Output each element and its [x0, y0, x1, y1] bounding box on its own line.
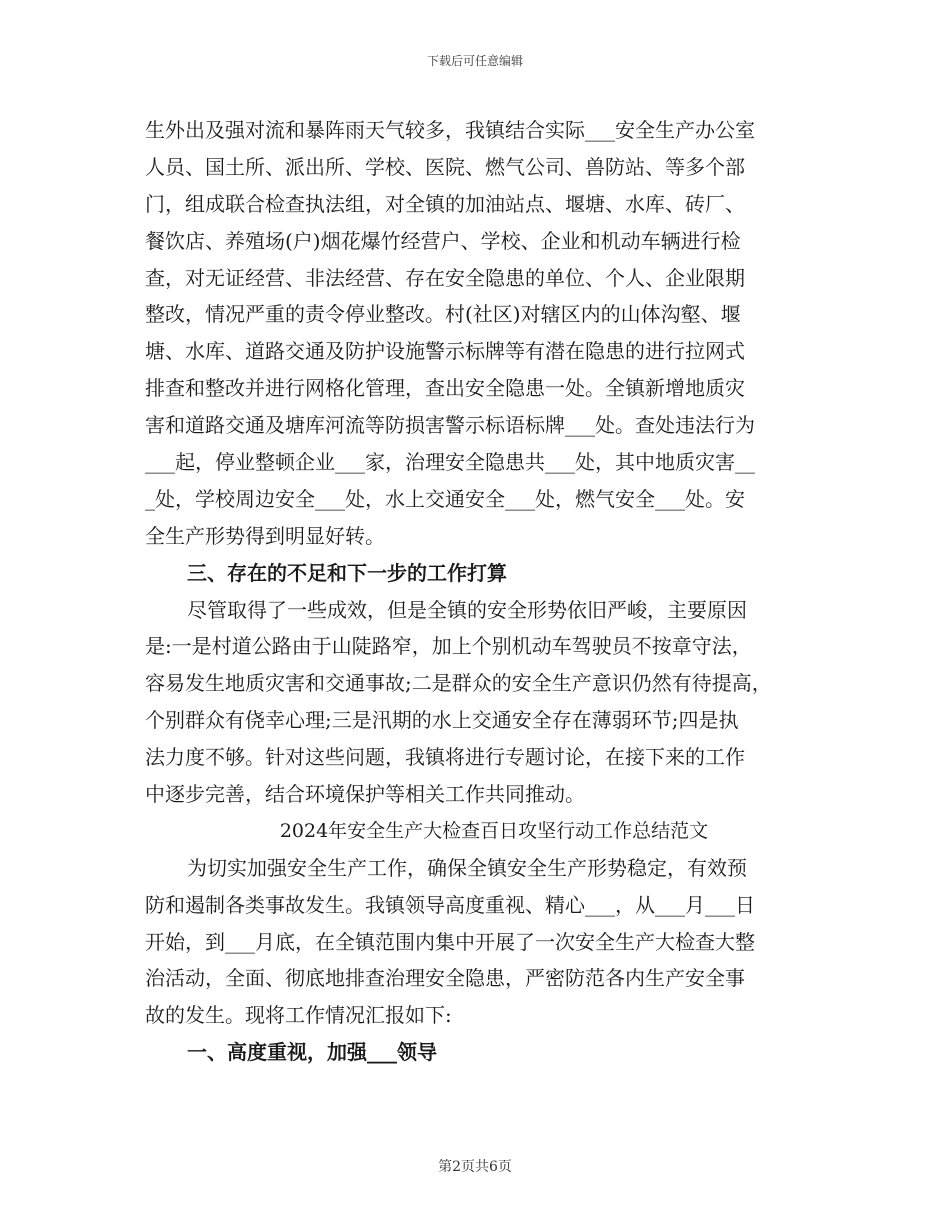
body-line: 开始，到___月底，在全镇范围内集中开展了一次安全生产大检查大整	[145, 929, 755, 954]
body-line: 尽管取得了一些成效，但是全镇的安全形势依旧严峻，主要原因	[187, 597, 747, 622]
section-heading-1: 一、高度重视，加强___领导	[187, 1040, 437, 1065]
body-line: 塘、水库、道路交通及防护设施警示标牌等有潜在隐患的进行拉网式	[145, 339, 745, 364]
body-line: 是:一是村道公路由于山陡路窄，加上个别机动车驾驶员不按章守法，	[145, 634, 752, 659]
document-body	[145, 112, 813, 1071]
body-line: 防和遏制各类事故发生。我镇领导高度重视、精心___，从___月___日	[145, 892, 755, 917]
body-line: 人员、国土所、派出所、学校、医院、燃气公司、兽防站、等多个部	[145, 154, 745, 179]
body-line: 门，组成联合检查执法组，对全镇的加油站点、堰塘、水库、砖厂、	[145, 191, 745, 216]
body-line: 个别群众有侥幸心理;三是汛期的水上交通安全存在薄弱环节;四是执	[145, 708, 739, 733]
body-line: 排查和整改并进行网格化管理，查出安全隐患一处。全镇新增地质灾	[145, 376, 745, 401]
body-line: ___起，停业整顿企业___家，治理安全隐患共___处，其中地质灾害__	[145, 450, 755, 475]
body-line: 法力度不够。针对这些问题，我镇将进行专题讨论，在接下来的工作	[145, 745, 745, 770]
body-line: 整改，情况严重的责令停业整改。村(社区)对辖区内的山体沟壑、堰	[145, 302, 741, 327]
page-number: 第2页共6页	[438, 1159, 512, 1175]
body-line: 故的发生。现将工作情况汇报如下:	[145, 1003, 452, 1028]
body-line: 查，对无证经营、非法经营、存在安全隐患的单位、个人、企业限期	[145, 265, 745, 290]
header-note: 下载后可任意编辑	[426, 54, 523, 68]
body-line: 餐饮店、养殖场(户)烟花爆竹经营户、学校、企业和机动车辆进行检	[145, 228, 741, 253]
body-line: 为切实加强安全生产工作，确保全镇安全生产形势稳定，有效预	[187, 855, 747, 880]
body-line: 容易发生地质灾害和交通事故;二是群众的安全生产意识仍然有待提高，	[145, 671, 772, 696]
body-line: 全生产形势得到明显好转。	[145, 523, 385, 548]
document-title: 2024年安全生产大检查百日攻坚行动工作总结范文	[279, 819, 709, 842]
body-line: 中逐步完善，结合环境保护等相关工作共同推动。	[145, 782, 585, 807]
section-heading-3: 三、存在的不足和下一步的工作打算	[187, 560, 507, 585]
body-line: 治活动，全面、彻底地排查治理安全隐患，严密防范各内生产安全事	[145, 966, 745, 991]
body-line: _处，学校周边安全___处，水上交通安全___处，燃气安全___处。安	[145, 486, 745, 511]
body-line: 生外出及强对流和暴阵雨天气较多，我镇结合实际___安全生产办公室	[145, 118, 755, 142]
body-line: 害和道路交通及塘库河流等防损害警示标语标牌___处。查处违法行为	[145, 413, 755, 438]
